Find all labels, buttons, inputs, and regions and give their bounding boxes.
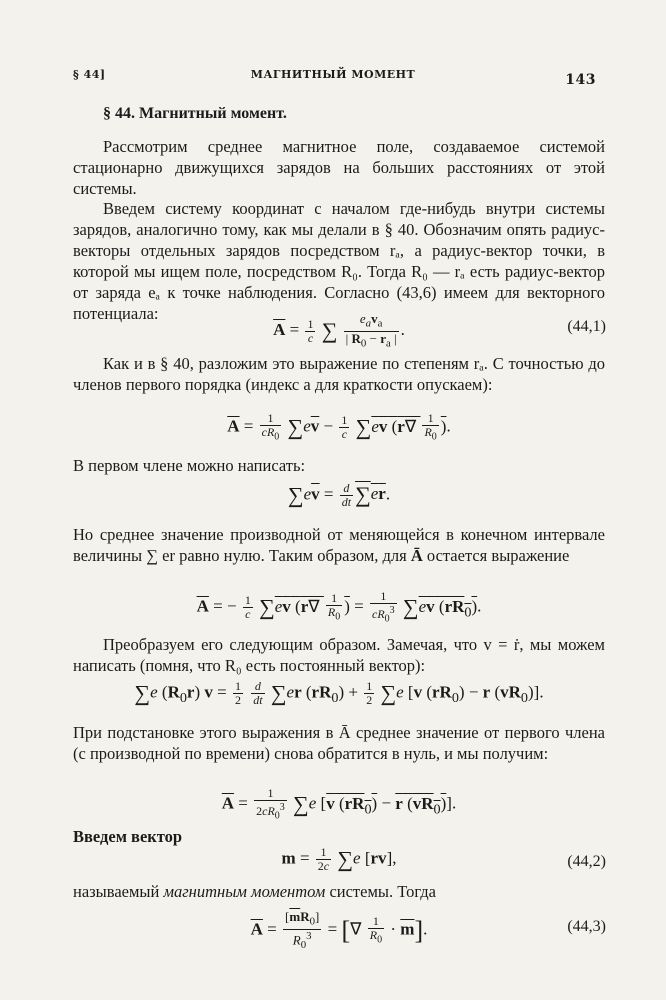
paragraph-text: В первом члене можно написать:	[73, 456, 306, 475]
equation-expansion: $\overline{A}$ = $\frac{1}{cR_0}$ $\sum e\overline{v}$ − $\frac{1}{c}$ ∑ev (r∇ $\frac{1}{R_0}$ ).	[227, 411, 451, 443]
inline-formula: Ā	[410, 546, 423, 565]
paragraph-2	[73, 198, 605, 324]
inline-formula: ∑ er	[146, 546, 175, 565]
equation-remaining-term: $\overline{A}$ = − $\frac{1}{c}$ ∑ev (r∇ $\frac{1}{R_0}$ ) = $\frac{1}{cR_0^3}$ ∑ev $(rR_0)$.	[196, 589, 482, 625]
paragraph-text: При подстановке этого выражения в Ā среднее значение от первого члена (с производной по времени) снова обратится в нуль, и мы получим:	[73, 723, 605, 763]
paragraph-3	[73, 353, 605, 395]
section-title-block	[73, 103, 605, 124]
paragraph-text: системы. Тогда	[329, 882, 436, 901]
paragraph-text: Как и в § 40, разложим это выражение по степеням rₐ. С точностью до членов первого порядка (индекс a для краткости опускаем):	[73, 354, 605, 394]
paragraph-8	[73, 826, 605, 847]
paragraph-text: называемый	[73, 882, 160, 901]
equation-44-1: $\overline{A}$ = $\frac{1}{c}$ ∑ $\frac{e_av_a}{| R_0 - r_a |}$ .	[273, 311, 405, 350]
paragraph-1	[73, 136, 605, 199]
paragraph-text: остается выражение	[426, 546, 570, 565]
paragraph-4	[73, 455, 605, 476]
equation-time-derivative: $\sum e\overline{v}$ = $\frac{d}{dt}$ ∑er.	[287, 481, 391, 509]
paragraph-text: Преобразуем его следующим образом. Замечая, что v = ṙ, мы можем написать (помня, что R₀ есть постоянный вектор):	[73, 635, 605, 675]
paragraph-6	[73, 634, 605, 676]
equation-number-44-3: (44,3)	[567, 918, 606, 935]
running-head-section: § 44]	[73, 68, 106, 81]
section-title: § 44. Магнитный момент.	[103, 105, 287, 122]
equation-result: $\overline{A}$ = $\frac{1}{2cR_0^3}$ ∑e [v $(rR_0) - r$ $(vR_0)$].	[221, 786, 457, 822]
paragraph-text: Введем вектор	[73, 827, 183, 846]
equation-44-3: $\overline{A}$ = $\frac{[\overline{m}R_0]}{R_0^3}$ = [∇ $\frac{1}{R_0}$ · $\overline{m}$].	[250, 909, 428, 951]
paragraph-7	[73, 722, 605, 764]
emphasized-term: магнитным моментом	[163, 882, 326, 901]
equation-identity: ∑e $(R_0r) v$ = $\frac{1}{2}$ $\frac{d}{dt}$ ∑er $(rR_0)$ + $\frac{1}{2}$ ∑e [v $(rR_0) - r$ $(vR_0)$].	[134, 679, 544, 707]
page-number: 143	[565, 72, 596, 88]
equation-number-44-2: (44,2)	[567, 853, 606, 870]
equation-44-2: m = $\frac{1}{2c}$ ∑e [rv],	[281, 845, 397, 873]
paragraph-text: Рассмотрим среднее магнитное поле, создаваемое системой стационарно движущихся зарядов на больших расстояниях от этой системы.	[73, 137, 605, 198]
paragraph-5	[73, 524, 605, 566]
running-head-title: МАГНИТНЫЙ МОМЕНТ	[250, 68, 416, 81]
equation-number-44-1: (44,1)	[567, 318, 606, 335]
paragraph-9	[73, 881, 605, 902]
paragraph-text: Введем систему координат с началом где-нибудь внутри системы зарядов, аналогично тому, как мы делали в § 40. Обозначим опять радиус-векторы отдельных зарядов посредством rₐ, а радиус-вектор точки, в которой мы ищем поле, посредством R₀. Тогда R₀ — rₐ есть радиус-вектор от заряда eₐ к точке наблюдения. Согласно (43,6) имеем для векторного потенциала:	[73, 199, 605, 323]
paragraph-text: Но среднее значение производной от меняющейся в конечном интервале величины	[73, 525, 605, 565]
paragraph-text: равно нулю. Таким образом, для	[179, 546, 407, 565]
